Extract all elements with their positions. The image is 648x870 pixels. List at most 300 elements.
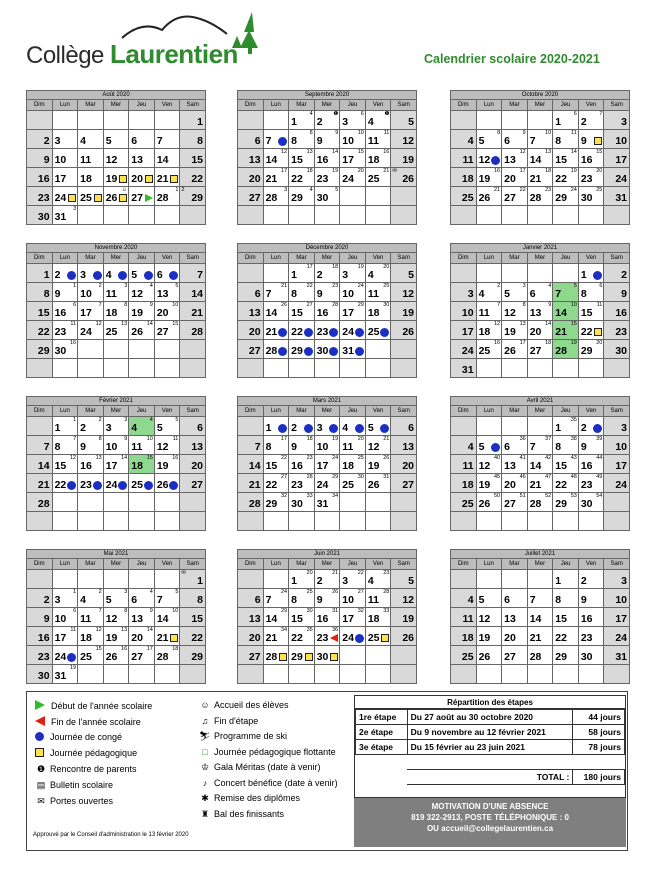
- day-annotation: 22: [357, 570, 364, 576]
- day-cell: [578, 111, 604, 130]
- day-cell: [238, 455, 264, 474]
- day-cell: [238, 359, 264, 378]
- day-annotation: 4: [548, 283, 552, 289]
- day-cell: [476, 493, 502, 512]
- day-annotation: 29: [281, 608, 288, 614]
- day-cell: [553, 665, 579, 684]
- day-cell: [27, 302, 53, 321]
- day-number: 9: [316, 135, 323, 147]
- day-number: 5: [105, 594, 112, 606]
- day-cell: [78, 340, 104, 359]
- day-cell: [154, 359, 180, 378]
- day-number: 19: [402, 307, 414, 319]
- legend-item: [199, 809, 284, 820]
- day-annotation: 45: [494, 474, 501, 480]
- day-annotation: 50: [494, 493, 501, 499]
- day-number: 5: [408, 116, 414, 128]
- weekday-header: Jeu: [553, 559, 579, 570]
- day-annotation: 17: [306, 264, 313, 270]
- day-cell: [365, 417, 391, 436]
- day-cell: [476, 302, 502, 321]
- day-cell: [129, 455, 155, 474]
- day-number: 26: [478, 651, 491, 663]
- repartition-cell: Du 9 novembre au 12 février 2021: [407, 725, 573, 740]
- day-cell: [553, 455, 579, 474]
- legend-item: [35, 764, 137, 775]
- day-cell: [154, 455, 180, 474]
- day-annotation: 13: [545, 149, 552, 155]
- day-cell: [340, 321, 366, 340]
- day-number: 11: [131, 441, 143, 453]
- day-annotation: 11: [172, 436, 179, 442]
- legend-label: Fin de l'année scolaire: [51, 717, 141, 727]
- day-cell: [180, 474, 206, 493]
- day-annotation: 15: [570, 321, 577, 327]
- day-cell: [604, 168, 630, 187]
- day-number: 25: [80, 651, 92, 663]
- month-calendar: [237, 243, 417, 378]
- day-cell: [129, 168, 155, 187]
- day-cell: [340, 149, 366, 168]
- holiday-dot-icon: [304, 424, 313, 433]
- legend-icon: ♪: [202, 777, 208, 788]
- day-cell: [476, 417, 502, 436]
- day-number: 4: [367, 575, 374, 587]
- day-number: 20: [504, 479, 516, 491]
- day-cell: [451, 283, 477, 302]
- day-cell: [502, 340, 528, 359]
- day-annotation: 18: [306, 168, 313, 174]
- day-cell: [340, 111, 366, 130]
- day-annotation: 15: [596, 149, 603, 155]
- month-title: Mars 2021: [237, 396, 417, 405]
- day-cell: [476, 111, 502, 130]
- day-cell: [391, 417, 417, 436]
- day-cell: [52, 589, 78, 608]
- day-number: 29: [291, 345, 303, 357]
- day-cell: [314, 340, 340, 359]
- day-annotation: 4: [309, 187, 313, 193]
- day-number: 3: [342, 575, 349, 587]
- day-cell: [289, 608, 315, 627]
- day-cell: [553, 436, 579, 455]
- day-number: 7: [254, 441, 261, 453]
- day-number: 4: [467, 594, 474, 606]
- day-annotation: 16: [121, 646, 128, 652]
- day-annotation: 22: [306, 283, 313, 289]
- day-number: 15: [191, 613, 203, 625]
- weekday-header: Sam: [391, 100, 417, 111]
- day-number: 9: [54, 288, 61, 300]
- day-number: 27: [248, 192, 261, 204]
- day-number: 24: [615, 632, 627, 644]
- day-number: 14: [265, 613, 278, 625]
- holiday-dot-icon: [355, 424, 364, 433]
- day-number: 2: [316, 575, 323, 587]
- day-cell: [180, 321, 206, 340]
- day-cell: [263, 627, 289, 646]
- day-annotation: 28: [332, 302, 339, 308]
- day-cell: [154, 646, 180, 665]
- month-title: Juin 2021: [237, 549, 417, 558]
- day-number: 25: [105, 326, 118, 338]
- day-number: 6: [254, 288, 261, 300]
- day-cell: [289, 340, 315, 359]
- weekday-header: Lun: [263, 406, 289, 417]
- day-cell: [52, 264, 78, 283]
- day-cell: [78, 436, 104, 455]
- day-annotation: 6: [599, 283, 603, 289]
- day-number: 1: [555, 422, 562, 434]
- day-number: 13: [131, 613, 143, 625]
- day-cell: [238, 340, 264, 359]
- day-number: 21: [191, 307, 203, 319]
- day-annotation: 7: [73, 436, 77, 442]
- day-number: 2: [43, 594, 50, 606]
- day-annotation: 30: [306, 608, 313, 614]
- day-annotation: 41: [519, 455, 526, 461]
- day-number: 10: [342, 288, 354, 300]
- holiday-dot-icon: [278, 347, 287, 356]
- day-cell: [238, 608, 264, 627]
- day-cell: [476, 264, 502, 283]
- day-annotation: 13: [121, 321, 128, 327]
- holiday-dot-icon: [355, 634, 364, 643]
- day-number: 1: [43, 269, 50, 281]
- day-number: 3: [342, 116, 349, 128]
- day-cell: [476, 665, 502, 684]
- day-cell: [129, 436, 155, 455]
- day-number: 7: [197, 269, 203, 281]
- day-cell: [129, 417, 155, 436]
- day-cell: [27, 646, 53, 665]
- legend-label: Début de l'année scolaire: [51, 701, 153, 711]
- day-annotation: 20: [383, 264, 390, 270]
- day-number: 23: [615, 326, 627, 338]
- day-number: 9: [291, 441, 297, 453]
- day-annotation: 7: [497, 302, 501, 308]
- weekday-header: Mer: [314, 253, 340, 264]
- holiday-dot-icon: [67, 653, 76, 662]
- weekday-header: Mer: [314, 406, 340, 417]
- day-cell: [103, 646, 129, 665]
- day-cell: [553, 359, 579, 378]
- day-annotation: 34: [332, 493, 339, 499]
- weekday-header: Mar: [502, 253, 528, 264]
- day-annotation: 18: [306, 436, 313, 442]
- day-annotation: 40: [494, 455, 501, 461]
- start-year-icon: [145, 194, 153, 202]
- weekday-header: Mar: [78, 253, 104, 264]
- weekday-header: Mer: [103, 406, 129, 417]
- weekday-header: Lun: [52, 100, 78, 111]
- legend-icon: [35, 748, 44, 757]
- day-cell: [263, 493, 289, 512]
- day-cell: [27, 474, 53, 493]
- day-annotation: 13: [121, 627, 128, 633]
- holiday-dot-icon: [380, 424, 389, 433]
- day-number: 21: [265, 326, 278, 338]
- day-number: 1: [54, 422, 61, 434]
- day-number: 5: [408, 575, 414, 587]
- day-cell: [527, 436, 553, 455]
- day-number: 4: [367, 116, 374, 128]
- month-title: Août 2020: [26, 90, 206, 99]
- day-number: 29: [191, 192, 203, 204]
- day-cell: [289, 359, 315, 378]
- day-cell: [27, 111, 53, 130]
- day-cell: [289, 283, 315, 302]
- day-cell: [604, 570, 630, 589]
- day-annotation: 22: [281, 455, 288, 461]
- day-annotation: 17: [281, 168, 288, 174]
- legend-item: [35, 780, 113, 791]
- day-cell: [154, 436, 180, 455]
- day-annotation: 13: [306, 149, 313, 155]
- day-cell: [27, 283, 53, 302]
- day-cell: [180, 168, 206, 187]
- day-number: 29: [555, 192, 567, 204]
- day-cell: [238, 570, 264, 589]
- legend-icon: ♜: [200, 808, 210, 819]
- day-cell: [502, 321, 528, 340]
- weekday-header: Sam: [391, 559, 417, 570]
- day-number: 11: [367, 135, 379, 147]
- day-annotation: 11: [70, 321, 77, 327]
- day-annotation: 20: [596, 340, 603, 346]
- day-number: 6: [504, 441, 510, 453]
- day-cell: [238, 665, 264, 684]
- day-cell: [129, 340, 155, 359]
- day-cell: [451, 646, 477, 665]
- day-number: 28: [37, 498, 50, 510]
- day-number: 8: [555, 135, 562, 147]
- day-cell: [553, 187, 579, 206]
- day-cell: [527, 321, 553, 340]
- legend: [26, 691, 628, 851]
- day-cell: [553, 168, 579, 187]
- day-number: 25: [478, 345, 491, 357]
- day-cell: [78, 646, 104, 665]
- month-calendar: [237, 549, 417, 684]
- day-number: 16: [37, 632, 50, 644]
- day-number: 25: [342, 479, 354, 491]
- day-number: 19: [131, 307, 143, 319]
- day-cell: [154, 665, 180, 684]
- day-cell: [238, 627, 264, 646]
- day-cell: [451, 321, 477, 340]
- day-cell: [527, 474, 553, 493]
- holiday-dot-icon: [304, 347, 313, 356]
- day-cell: [391, 149, 417, 168]
- day-number: 14: [529, 154, 542, 166]
- day-number: 2: [291, 422, 297, 434]
- day-annotation: 5: [573, 283, 577, 289]
- repartition-cell: 58 jours: [573, 725, 625, 740]
- day-number: 4: [342, 422, 349, 434]
- day-cell: [154, 512, 180, 531]
- day-cell: [129, 570, 155, 589]
- legend-label: Bal des finissants: [214, 808, 285, 819]
- day-number: 29: [37, 345, 50, 357]
- day-number: 26: [402, 173, 414, 185]
- day-number: 20: [504, 632, 516, 644]
- day-number: 13: [248, 613, 261, 625]
- day-annotation: 43: [570, 455, 577, 461]
- weekday-header: Mar: [502, 406, 528, 417]
- day-annotation: 1: [73, 589, 77, 595]
- day-number: 4: [467, 441, 474, 453]
- day-cell: [289, 493, 315, 512]
- day-cell: [314, 283, 340, 302]
- holiday-dot-icon: [67, 271, 76, 280]
- day-number: 20: [191, 460, 203, 472]
- day-cell: [340, 417, 366, 436]
- day-number: 22: [291, 173, 303, 185]
- day-number: 28: [156, 651, 169, 663]
- day-cell: [289, 417, 315, 436]
- day-cell: [129, 646, 155, 665]
- day-cell: [238, 149, 264, 168]
- day-cell: [340, 264, 366, 283]
- day-cell: [578, 417, 604, 436]
- day-cell: [263, 665, 289, 684]
- day-number: 19: [478, 632, 491, 644]
- day-cell: [553, 302, 579, 321]
- weekday-header: Ven: [365, 253, 391, 264]
- day-annotation: 2: [98, 283, 102, 289]
- day-number: 22: [291, 326, 303, 338]
- day-cell: [476, 646, 502, 665]
- day-number: 17: [615, 154, 627, 166]
- weekday-header: Sam: [604, 406, 630, 417]
- day-cell: [553, 130, 579, 149]
- day-cell: [502, 302, 528, 321]
- day-annotation: 24: [332, 455, 339, 461]
- day-cell: [553, 206, 579, 225]
- day-annotation: 36: [519, 436, 526, 442]
- day-cell: [289, 168, 315, 187]
- month-calendar: [26, 90, 206, 225]
- day-annotation: 3: [284, 187, 288, 193]
- day-annotation: 32: [357, 608, 364, 614]
- day-number: 9: [316, 288, 323, 300]
- day-number: 19: [504, 326, 516, 338]
- day-cell: [314, 187, 340, 206]
- day-cell: [154, 474, 180, 493]
- day-annotation: 34: [281, 627, 288, 633]
- day-number: 5: [408, 269, 414, 281]
- weekday-header: Mar: [502, 559, 528, 570]
- day-annotation: 9: [149, 608, 153, 614]
- day-cell: [553, 570, 579, 589]
- page-title: Calendrier scolaire 2020-2021: [424, 52, 600, 66]
- day-cell: [129, 111, 155, 130]
- day-number: 20: [131, 173, 143, 185]
- day-cell: [391, 589, 417, 608]
- day-number: 23: [37, 192, 50, 204]
- day-cell: [263, 111, 289, 130]
- day-cell: [263, 206, 289, 225]
- day-cell: [340, 302, 366, 321]
- day-cell: [578, 168, 604, 187]
- day-number: 19: [105, 173, 118, 185]
- day-cell: [78, 130, 104, 149]
- day-cell: [451, 436, 477, 455]
- day-cell: [391, 455, 417, 474]
- day-cell: [451, 570, 477, 589]
- day-annotation: 13: [95, 455, 102, 461]
- day-number: 15: [291, 613, 303, 625]
- day-cell: [263, 264, 289, 283]
- day-number: 11: [342, 441, 354, 453]
- day-cell: [391, 340, 417, 359]
- day-number: 5: [156, 422, 163, 434]
- legend-icon: ❶: [36, 764, 46, 774]
- day-number: 29: [191, 651, 203, 663]
- day-cell: [263, 149, 289, 168]
- day-cell: [502, 474, 528, 493]
- weekday-header: Lun: [263, 253, 289, 264]
- holiday-dot-icon: [169, 271, 178, 280]
- day-annotation: 8: [309, 130, 313, 136]
- day-number: 6: [197, 422, 203, 434]
- day-number: 26: [478, 192, 491, 204]
- day-number: 10: [80, 288, 92, 300]
- day-number: 7: [529, 594, 536, 606]
- legend-label: Journée de congé: [50, 732, 123, 742]
- day-cell: [451, 206, 477, 225]
- day-number: 12: [402, 288, 414, 300]
- holiday-dot-icon: [118, 271, 127, 280]
- day-number: 21: [156, 173, 169, 185]
- day-cell: [180, 130, 206, 149]
- weekday-header: Ven: [154, 406, 180, 417]
- day-cell: [553, 512, 579, 531]
- day-annotation: 14: [146, 627, 153, 633]
- day-cell: [365, 168, 391, 187]
- legend-item: [35, 748, 137, 759]
- weekday-header: Jeu: [129, 100, 155, 111]
- weekday-header: Sam: [391, 406, 417, 417]
- day-cell: [451, 264, 477, 283]
- day-cell: [238, 206, 264, 225]
- day-number: 27: [156, 326, 169, 338]
- day-number: 15: [191, 154, 203, 166]
- holiday-dot-icon: [144, 271, 153, 280]
- day-cell: [340, 206, 366, 225]
- day-cell: [502, 665, 528, 684]
- day-number: 9: [621, 288, 627, 300]
- holiday-dot-icon: [169, 481, 178, 490]
- day-cell: [78, 111, 104, 130]
- day-cell: [103, 570, 129, 589]
- day-cell: [314, 302, 340, 321]
- day-annotation: 21: [383, 436, 390, 442]
- holiday-dot-icon: [355, 328, 364, 337]
- college-logo: [22, 8, 272, 70]
- day-number: 27: [248, 651, 261, 663]
- day-annotation: 28: [383, 589, 390, 595]
- day-cell: [340, 627, 366, 646]
- day-number: 7: [265, 288, 272, 300]
- day-cell: [527, 264, 553, 283]
- repartition-cell: Du 27 août au 30 octobre 2020: [407, 710, 573, 725]
- day-cell: [180, 608, 206, 627]
- day-cell: [103, 455, 129, 474]
- day-cell: [340, 283, 366, 302]
- weekday-header: Mer: [527, 253, 553, 264]
